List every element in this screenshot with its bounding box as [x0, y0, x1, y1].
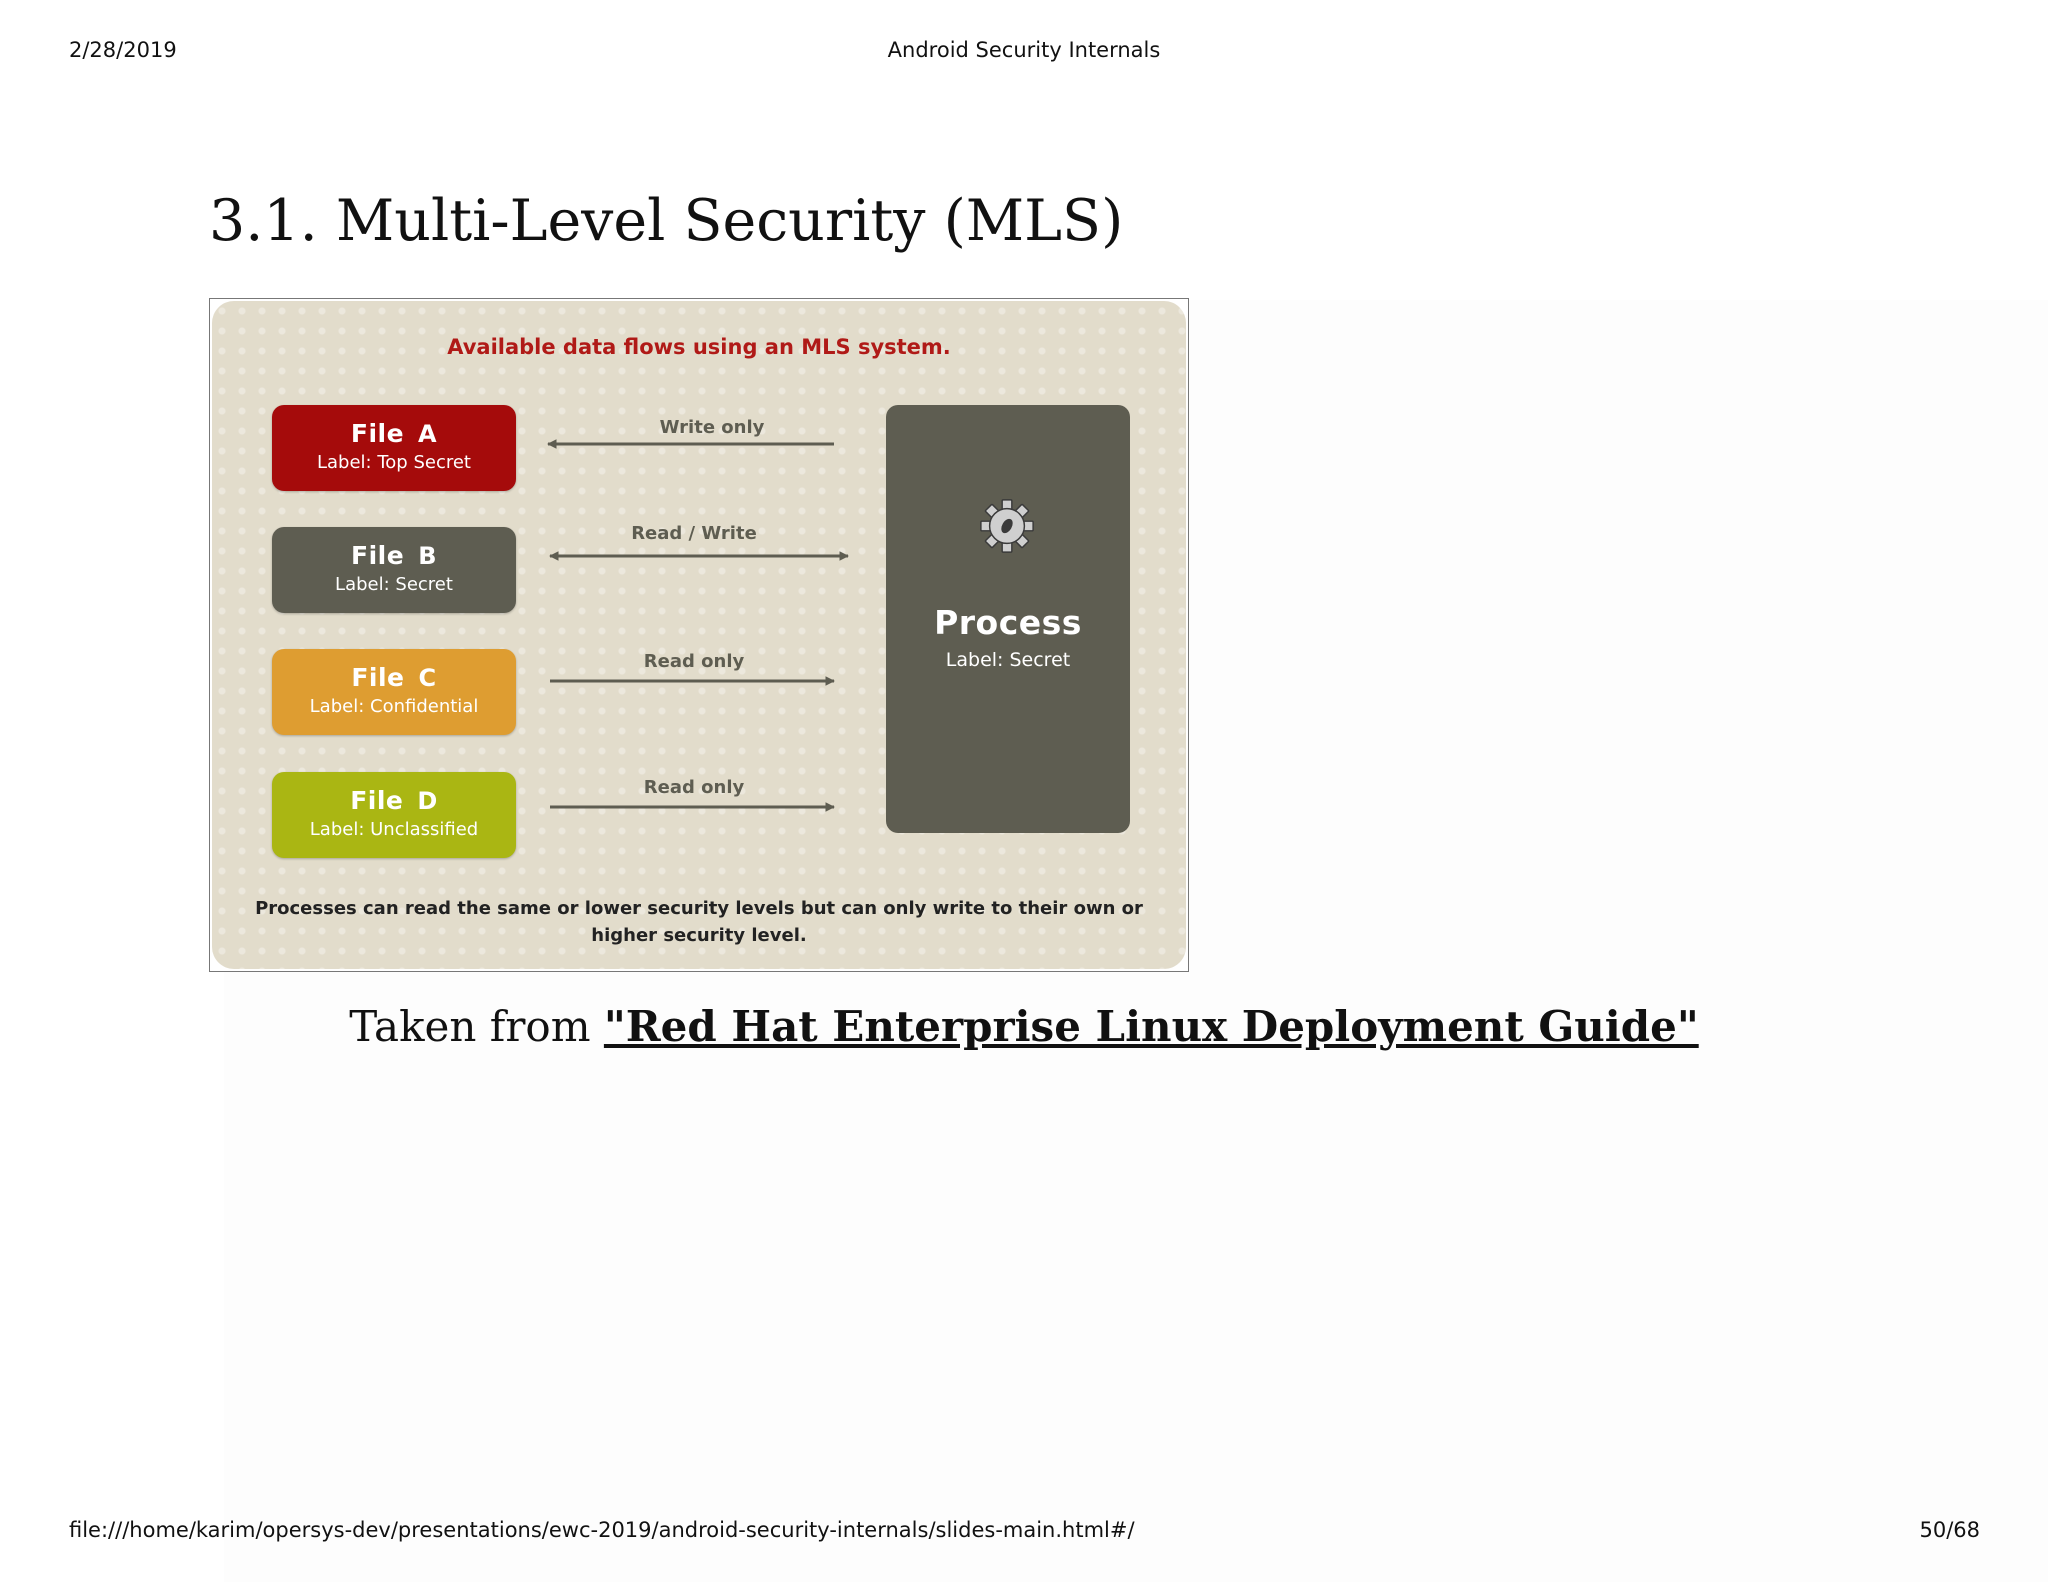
flow-label-write-a: Write only: [659, 417, 765, 438]
diagram-note: Processes can read the same or lower security levels but can only write to their own or higher security level.: [255, 898, 1143, 946]
file-d-word: File: [350, 786, 404, 815]
attribution-link[interactable]: "Red Hat Enterprise Linux Deployment Guide": [603, 1002, 1699, 1051]
file-a-id: A: [418, 420, 438, 448]
file-a-word: File: [350, 419, 405, 448]
process-name: Process: [934, 603, 1082, 642]
diagram-panel: [212, 301, 1186, 969]
file-d-label: Label: Unclassified: [309, 819, 479, 840]
print-page-number: 50/68: [1919, 1518, 1980, 1542]
process-box: [886, 405, 1130, 833]
diagram-caption: Available data flows using an MLS system.: [447, 335, 951, 359]
file-d-id: D: [417, 787, 438, 815]
flow-label-readwrite-b: Read / Write: [631, 523, 757, 544]
flow-label-read-c: Read only: [643, 651, 745, 672]
print-date: 2/28/2019: [69, 38, 177, 62]
mls-diagram: [209, 298, 1189, 972]
print-title: Android Security Internals: [887, 38, 1161, 62]
attribution: [0, 1002, 2048, 1051]
file-c-label: Label: Confidential: [309, 696, 479, 717]
file-b-label: Label: Secret: [335, 574, 453, 595]
file-b-word: File: [351, 541, 405, 570]
file-c-word: File: [351, 663, 405, 692]
attribution-prefix: Taken from: [349, 1002, 604, 1051]
slide-title: 3.1. Multi-Level Security (MLS): [209, 188, 1124, 254]
file-b-id: B: [418, 542, 437, 570]
print-url: file:///home/karim/opersys-dev/presentations/ewc-2019/android-security-internals/slides-main.html#/: [69, 1518, 1135, 1542]
file-c-id: C: [418, 664, 437, 692]
file-a-label: Label: Top Secret: [317, 452, 471, 473]
gear-icon: [978, 497, 1036, 555]
process-label: Label: Secret: [945, 649, 1071, 671]
flow-label-read-d: Read only: [643, 777, 745, 798]
